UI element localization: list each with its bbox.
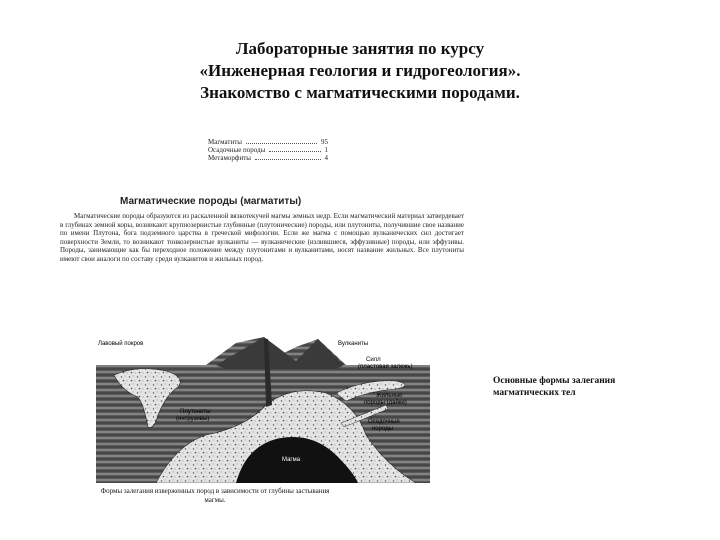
rock-share-label: Магматиты — [208, 138, 242, 146]
rock-share-label: Осадочные породы — [208, 146, 266, 154]
leader-dots — [246, 138, 317, 144]
label-dike-sub: породы (дайки) — [364, 400, 407, 406]
section-paragraph: Магматические породы образуются из раскаленной вязкотекучей магмы земных недр. Если магматический материал затвердевает в глубинах земной коры, возникают крупнозернистые глубинные (плутонические) породы, или плутониты, получившие свое название по имени Плутона, бога подземного царства в греческой мифологии. Если же магма с помощью вулканических сил достигает поверхности Земли, то возникают тонкозернистые вулканиты — вулканические (излившиеся, эффузивные) породы, или эффузивы. Породы, занимающие как бы переходное положение между плутонитами и вулканитами, носят название жильных. Все плутониты имеют свои аналоги по составу среди вулканитов и жильных пород. — [60, 212, 464, 263]
label-magma: Магма — [282, 457, 301, 463]
title-line-2: «Инженерная геология и гидрогеология». — [199, 61, 521, 80]
rock-share-value: 1 — [324, 146, 328, 154]
title-line-1: Лабораторные занятия по курсу — [235, 39, 485, 58]
side-note — [493, 375, 663, 399]
label-volcanics: Вулканиты — [338, 341, 369, 347]
leader-dots — [255, 154, 321, 160]
label-sedimentary: Осадочные — [368, 419, 400, 425]
rock-share-row — [208, 138, 328, 146]
rock-share-value: 95 — [321, 138, 328, 146]
rock-share-row — [208, 146, 328, 154]
rock-share-row — [208, 154, 328, 162]
label-sill-sub: (пластовая залежь) — [358, 364, 413, 370]
rock-share-list — [208, 138, 328, 162]
label-dike: Жильные — [376, 393, 403, 399]
page-title — [100, 38, 620, 104]
igneous-forms-diagram — [96, 335, 430, 483]
side-note-line-2: магматических тел — [493, 388, 576, 398]
label-lava: Лавовый покров — [98, 341, 144, 347]
label-sedimentary-sub: породы — [372, 426, 393, 432]
leader-dots — [269, 146, 320, 152]
rock-share-label: Метаморфиты — [208, 154, 251, 162]
rock-share-value: 4 — [324, 154, 328, 162]
side-note-line-1: Основные формы залегания — [493, 376, 616, 386]
diagram-caption: Формы залегания изверженных пород в зависимости от глубины застывания магмы. — [100, 487, 330, 504]
section-heading: Магматические породы (магматиты) — [120, 196, 302, 207]
label-sill: Силл — [366, 357, 381, 363]
label-plutonites: Плутониты — [180, 409, 211, 415]
label-plutonites-sub: (интрузивы) — [176, 416, 210, 422]
title-line-3: Знакомство с магматическими породами. — [200, 83, 520, 102]
